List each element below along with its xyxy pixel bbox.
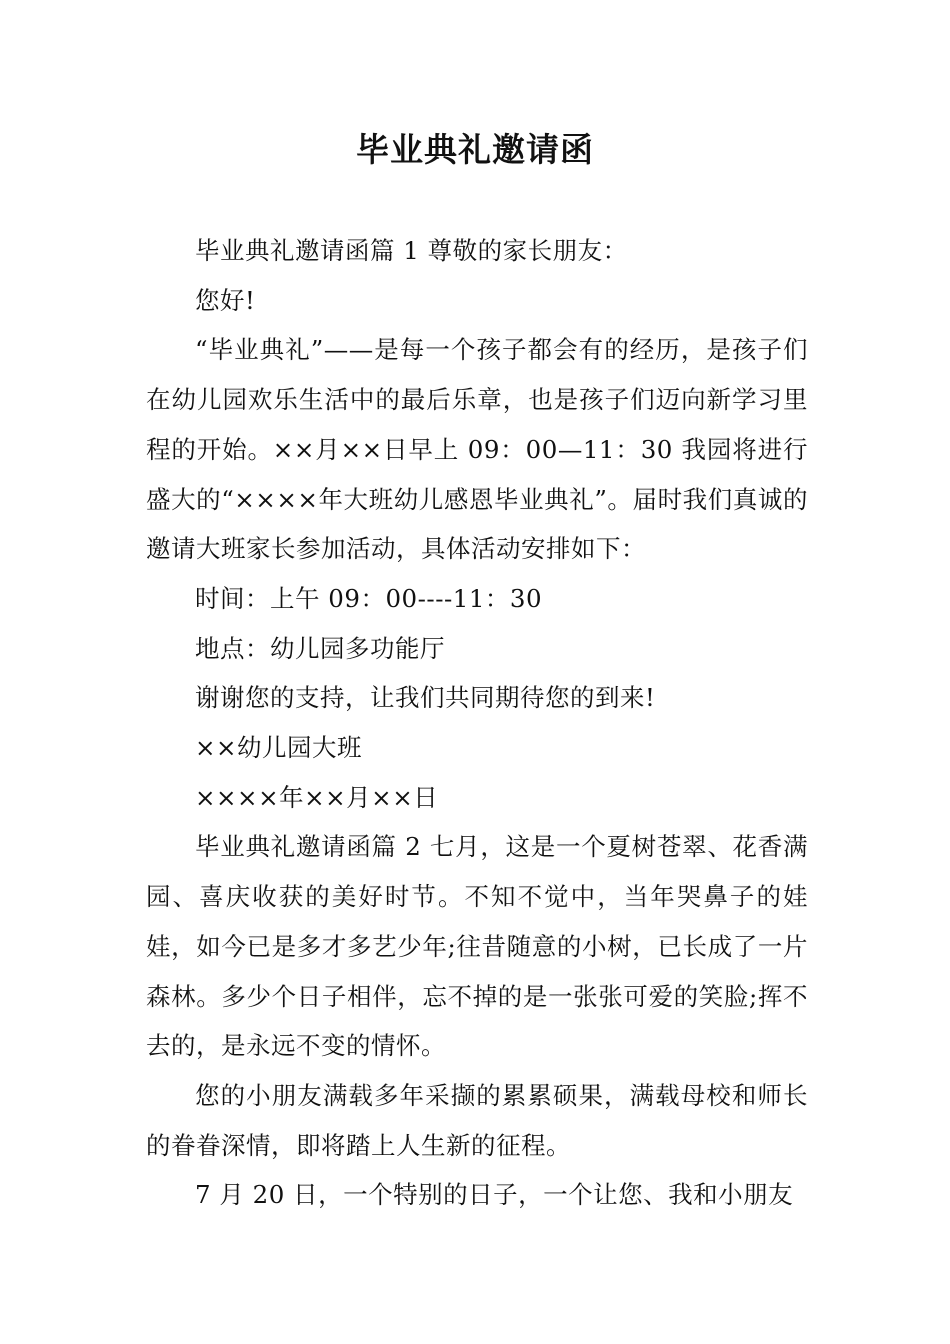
paragraph-intro: “毕业典礼”——是每一个孩子都会有的经历，是孩子们在幼儿园欢乐生活中的最后乐章，也是孩子们迈向新学习里程的开始。××月××日早上 09：00—11：30 我园将进行盛大的“××××年大班幼儿感恩毕业典礼”。届时我们真诚的邀请大班家长参加活动，具体活动安排如下： [146, 335, 808, 564]
paragraph-date: ××××年××月××日 [195, 782, 439, 812]
paragraph-letter-2-date: 7 月 20 日，一个特别的日子，一个让您、我和小朋友 [195, 1180, 794, 1210]
paragraph-signature: ××幼儿园大班 [195, 733, 363, 763]
paragraph-time: 时间：上午 09：00----11：30 [195, 583, 543, 613]
paragraph-letter-2-opening: 毕业典礼邀请函篇 2 七月，这是一个夏树苍翠、花香满园、喜庆收获的美好时节。不知不觉中，当年哭鼻子的娃娃，如今已是多才多艺少年;往昔随意的小树，已长成了一片森林。多少个日子相伴，忘不掉的是一张张可爱的笑脸;挥不去的，是永远不变的情怀。 [146, 832, 808, 1061]
paragraph-letter-2-children: 您的小朋友满载多年采撷的累累硕果，满载母校和师长的眷眷深情，即将踏上人生新的征程。 [146, 1080, 808, 1160]
paragraph-thanks: 谢谢您的支持，让我们共同期待您的到来! [195, 683, 656, 713]
document-title: 毕业典礼邀请函 [356, 130, 594, 169]
paragraph-location: 地点：幼儿园多功能厅 [195, 633, 445, 663]
paragraph-greeting-header: 毕业典礼邀请函篇 1 尊敬的家长朋友： [195, 236, 628, 265]
paragraph-hello: 您好! [195, 285, 256, 315]
document-body [146, 226, 808, 1220]
